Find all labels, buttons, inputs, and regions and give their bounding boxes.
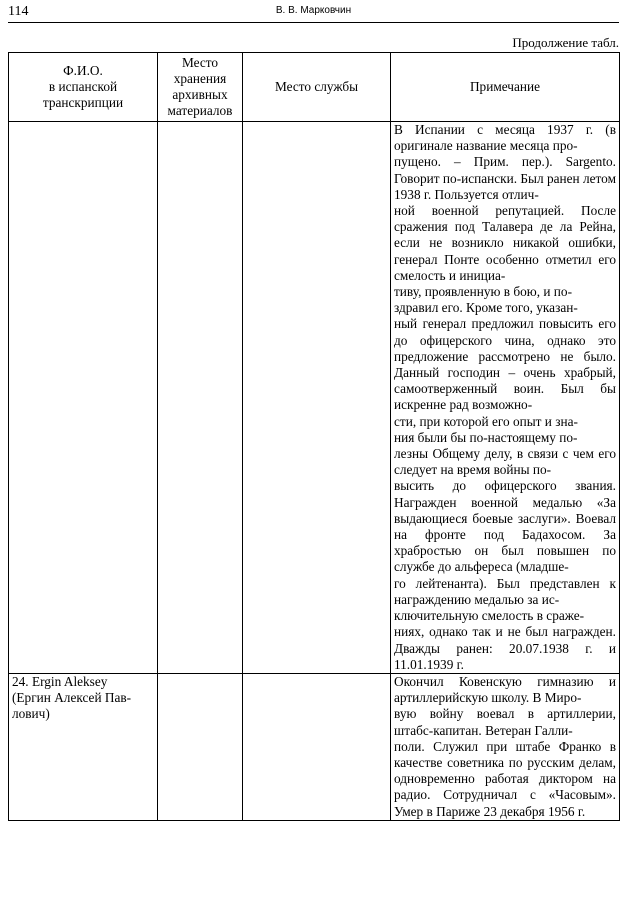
cell-note: Окончил Ковенскую гимназию и артиллерийскую школу. В Миро- вую войну воевал в артиллерии, штабс-капитан. Ветеран Галли- поли. Служил при штабе Франко в качестве советника по русским делам, одновременно работая диктором на радио. Сотрудничал с «Часовым». Умер в Париже 23 декабря 1956 г. — [391, 673, 620, 820]
cell-name: 24. Ergin Aleksey (Ергин Алексей Пав- лович) — [9, 673, 158, 820]
cell-service — [243, 673, 391, 820]
page-header — [8, 4, 619, 23]
column-header-note: Примечание — [391, 53, 620, 122]
column-header-name: Ф.И.О. в испанской транскрипции — [9, 53, 158, 122]
column-header-archive: Место хранения архивных материалов — [158, 53, 243, 122]
column-header-service: Место службы — [243, 53, 391, 122]
cell-name — [9, 122, 158, 674]
table-row — [9, 673, 620, 820]
cell-note: В Испании с месяца 1937 г. (в оригинале название месяца про- пущено. – Прим. пер.). Sargento. Говорит по-испански. Был ранен летом 1938 г. Пользуется отлич- ной военной репутацией. После сражения под Талавера де ла Рейна, если не возникло никакой ошибки, генерал Понте особенно отметил его смелость и инициа- тиву, проявленную в бою, и по- здравил его. Кроме того, указан- ный генерал предложил повысить его до офицерского чина, однако это предложение рассмотрено не было. Данный господин – очень храбрый, самоотверженный воин. Был бы искренне рад возможно- сти, при которой его опыт и зна- ния были бы по-настоящему по- лезны Общему делу, в связи с чем его следует на время войны по- высить до офицерского звания. Награжден военной медалью «За выдающиеся боевые заслуги». Воевал на фронте под Бадахосом. За храбростью он был повышен по службе до альфереса (младше- го лейтенанта). Был представлен к награждению медалью за ис- ключительную смелость в сраже- ниях, однако так и не был награжден. Дважды ранен: 20.07.1938 г. и 11.01.1939 г. — [391, 122, 620, 674]
running-head: В. В. Марковчин — [275, 5, 352, 16]
cell-archive — [158, 673, 243, 820]
cell-archive — [158, 122, 243, 674]
table-row — [9, 122, 620, 674]
table-header-row — [9, 53, 620, 122]
table-continuation-label: Продолжение табл. — [512, 35, 619, 50]
page-number: 114 — [8, 4, 29, 19]
personnel-table — [8, 52, 620, 821]
cell-service — [243, 122, 391, 674]
